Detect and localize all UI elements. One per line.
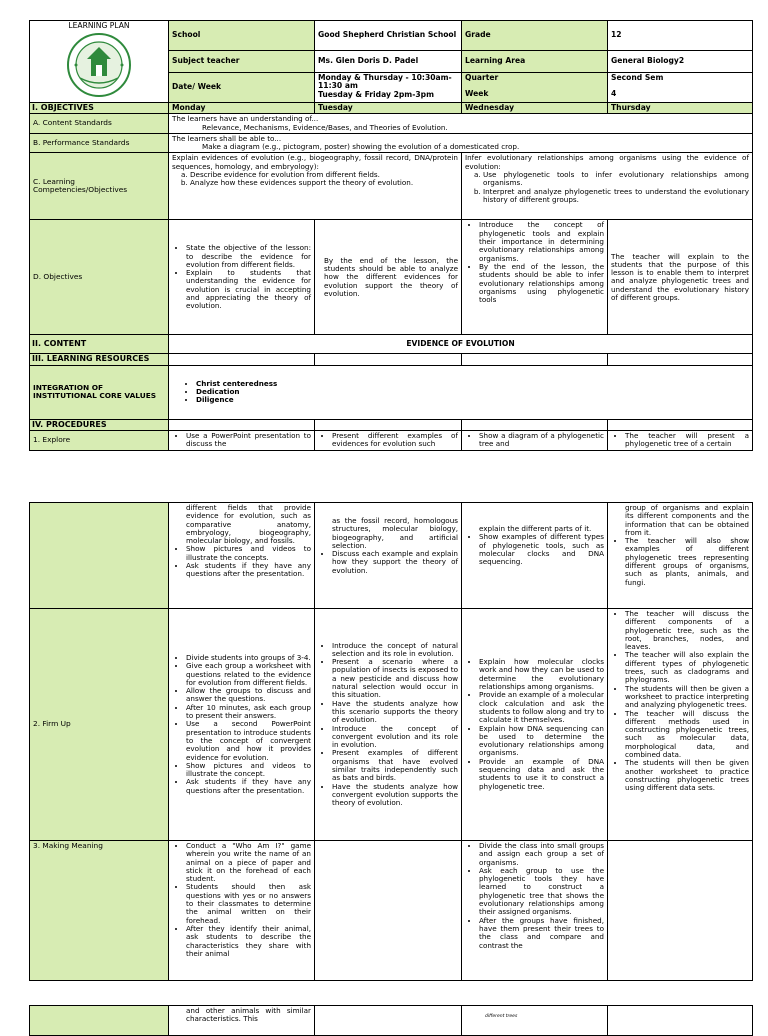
resources-section: III. LEARNING RESOURCES — [30, 354, 169, 365]
explore-wednesday-cont-text: explain the different parts of it. — [479, 524, 592, 533]
list-item: • The students will then be given a worksheet to practice interpreting and analyzing phylogenetic trees. — [625, 685, 749, 710]
list-item: • Discuss each example and explain how they support the theory of evolution. — [332, 550, 458, 575]
list-item: • Allow the groups to discuss and answer the questions. — [186, 687, 311, 704]
list-item: • Ask students if they have any questions after the presentation. — [186, 778, 311, 795]
procedures-section: IV. PROCEDURES — [30, 419, 169, 430]
competency-right-a: a. Use phylogenetic tools to infer evolutionary relationships among organisms. — [483, 171, 749, 188]
integration-label: INTEGRATION OF INSTITUTIONAL CORE VALUES — [30, 365, 169, 419]
list-item: • Use a second PowerPoint presentation to introduce students to the concept of convergent evolution and how it provides evidence for evolution. — [186, 720, 311, 761]
list-item: • Show pictures and videos to illustrate the concepts. — [186, 545, 311, 562]
list-item: • Explain how DNA sequencing can be used to determine the evolutionary relationships among organisms. — [479, 725, 604, 758]
list-item: • Present a scenario where a population of insects is exposed to a new pesticide and discuss how natural selection would occur in this situation. — [332, 658, 458, 699]
explore-thursday-cont-text: group of organisms and explain its different components and the information that can be obtained from it. — [625, 503, 749, 537]
grade-value: 12 — [608, 21, 753, 51]
explore-monday-cont — [169, 503, 315, 609]
list-item: • Explain how molecular clocks work and how they can be used to determine the evolutionary relationships among organisms. — [479, 658, 604, 691]
page-1 — [29, 20, 752, 451]
objectives-monday — [169, 220, 315, 335]
list-item: • Provide an example of a molecular clock calculation and ask the students to follow along and try to calculate it themselves. — [479, 691, 604, 724]
list-item: • Explain to students that understanding the evidence for evolution is crucial in accepting and appreciating the theory of evolution. — [186, 269, 311, 310]
list-item: • State the objective of the lesson: to describe the evidence for evolution from different fields. — [186, 244, 311, 269]
quarter-value: Second Sem — [611, 73, 664, 82]
meaning-wednesday-cont-text: different trees — [485, 1014, 518, 1019]
procedures-monday — [169, 419, 315, 430]
list-item: • The teacher will present a phylogenetic tree of a certain — [625, 432, 749, 449]
making-meaning-tuesday — [315, 841, 462, 981]
list-item: • By the end of the lesson, the students should be able to infer evolutionary relationships among organisms using phylogenetic tools — [479, 263, 604, 304]
date-line-2: Tuesday & Friday 2pm-3pm — [318, 89, 434, 99]
list-item: • Have the students analyze how convergent evolution supports the theory of evolution. — [332, 783, 458, 808]
performance-standards-line-2: Make a diagram (e.g., pictogram, poster) showing the evolution of a domesticated crop. — [202, 142, 520, 152]
grade-label: Grade — [462, 21, 608, 51]
list-item: • After 10 minutes, ask each group to present their answers. — [186, 704, 311, 721]
competencies-left — [169, 153, 462, 220]
list-item: • Students should then ask questions with yes or no answers to their classmates to determine the animal written on their forehead. — [186, 883, 311, 924]
value-diligence: • Diligence — [196, 396, 749, 404]
quarter-week-label — [462, 73, 608, 103]
explore-cont-label — [30, 503, 169, 609]
performance-standards-label: B. Performance Standards — [30, 133, 169, 153]
objectives-tuesday — [315, 220, 462, 335]
day-thursday: Thursday — [608, 103, 753, 114]
teacher-value: Ms. Glen Doris D. Padel — [315, 51, 462, 73]
firm-up-label: 2. Firm Up — [30, 609, 169, 841]
explore-thursday-start — [608, 431, 753, 451]
firm-up-thursday — [608, 609, 753, 841]
resources-tuesday — [315, 354, 462, 365]
plan-title: LEARNING PLAN — [68, 21, 130, 30]
list-item: • Conduct a "Who Am I?" game wherein you write the name of an animal on a piece of paper and stick it on the forehead of each student. — [186, 842, 311, 883]
list-item: • Have the students analyze how this scenario supports the theory of evolution. — [332, 700, 458, 725]
list-item: • Give each group a worksheet with questions related to the evidence for evolution from different fields. — [186, 662, 311, 687]
list-item: • Introduce the concept of natural selection and its role in evolution. — [332, 642, 458, 659]
page-2 — [29, 502, 752, 981]
competencies-right-intro: Infer evolutionary relationships among organisms using the evidence of evolution: — [465, 153, 749, 171]
explore-monday-start — [169, 431, 315, 451]
content-standards-label: A. Content Standards — [30, 114, 169, 134]
firm-up-wednesday — [462, 609, 608, 841]
list-item: • Divide students into groups of 3-4. — [186, 654, 311, 662]
competencies-right — [462, 153, 753, 220]
list-item: • Present examples of different organisms that have evolved similar traits independently such as bats and birds. — [332, 749, 458, 782]
meaning-wednesday-cont — [462, 1006, 608, 1036]
objectives-label: D. Objectives — [30, 220, 169, 335]
content-standards-line-2: Relevance, Mechanisms, Evidence/Bases, and Theories of Evolution. — [202, 122, 448, 132]
list-item: • After the groups have finished, have them present their trees to the class and compare and contrast the — [479, 917, 604, 950]
content-title: EVIDENCE OF EVOLUTION — [169, 335, 753, 354]
meaning-tuesday-cont — [315, 1006, 462, 1036]
school-seal-icon — [66, 32, 132, 98]
meaning-monday-cont-text: and other animals with similar characteristics. This — [186, 1006, 311, 1024]
teacher-label: Subject teacher — [169, 51, 315, 73]
learning-plan-table — [29, 20, 753, 451]
explore-label: 1. Explore — [30, 431, 169, 451]
day-tuesday: Tuesday — [315, 103, 462, 114]
list-item: • Divide the class into small groups and assign each group a set of organisms. — [479, 842, 604, 867]
making-meaning-wednesday — [462, 841, 608, 981]
day-monday: Monday — [169, 103, 315, 114]
explore-wednesday-cont — [462, 503, 608, 609]
procedures-wednesday — [462, 419, 608, 430]
objectives-section: I. OBJECTIVES — [30, 103, 169, 114]
firm-up-monday — [169, 609, 315, 841]
resources-monday — [169, 354, 315, 365]
date-label: Date/ Week — [169, 73, 315, 103]
list-item: • Show examples of different types of phylogenetic tools, such as molecular clocks and DNA sequencing. — [479, 533, 604, 566]
core-values — [169, 365, 753, 419]
school-label: School — [169, 21, 315, 51]
meaning-thursday-cont — [608, 1006, 753, 1036]
area-label: Learning Area — [462, 51, 608, 73]
making-meaning-label: 3. Making Meaning — [30, 841, 169, 981]
list-item: • Introduce the concept of phylogenetic tools and explain their importance in determining evolutionary relationships among organisms. — [479, 221, 604, 262]
procedures-thursday — [608, 419, 753, 430]
list-item: • The teacher will also explain the different types of phylogenetic trees, such as cladograms and phylograms. — [625, 651, 749, 684]
explore-wednesday-start — [462, 431, 608, 451]
day-wednesday: Wednesday — [462, 103, 608, 114]
making-meaning-monday — [169, 841, 315, 981]
explore-tuesday-cont-text: as the fossil record, homologous structures, molecular biology, biogeography, and artificial selection. — [332, 516, 458, 550]
list-item: • Introduce the concept of convergent evolution and its role in evolution. — [332, 725, 458, 750]
list-item: • After they identify their animal, ask students to describe the characteristics they share with their animal — [186, 925, 311, 958]
content-section: II. CONTENT — [30, 335, 169, 354]
competencies-left-intro: Explain evidences of evolution (e.g., biogeography, fossil record, DNA/protein sequences, homology, and embryology): — [172, 153, 458, 171]
making-meaning-thursday — [608, 841, 753, 981]
area-value: General Biology2 — [608, 51, 753, 73]
resources-wednesday — [462, 354, 608, 365]
value-dedication: • Dedication — [196, 388, 749, 396]
quarter-label: Quarter — [465, 73, 499, 82]
week-value: 4 — [611, 89, 617, 99]
competencies-label: C. Learning Competencies/Objectives — [30, 153, 169, 220]
value-christ-centeredness: • Christ centeredness — [196, 380, 749, 388]
explore-tuesday-cont — [315, 503, 462, 609]
list-item: • The teacher will also show examples of different phylogenetic trees representing different groups of organisms, such as plants, animals, and fungi. — [625, 537, 749, 587]
continuation-table — [29, 1005, 753, 1036]
meaning-monday-cont — [169, 1006, 315, 1036]
logo-cell — [30, 21, 169, 103]
list-item: • By the end of the lesson, the students should be able to analyze how the different evidences for evolution support the theory of evolution. — [324, 257, 458, 298]
school-value: Good Shepherd Christian School — [315, 21, 462, 51]
competency-a: a. Describe evidence for evolution from different fields. — [190, 171, 458, 179]
performance-standards-line-1: The learners shall be able to... — [172, 133, 282, 143]
firm-up-tuesday — [315, 609, 462, 841]
objectives-wednesday — [462, 220, 608, 335]
list-item: • Ask each group to use the phylogenetic tools they have learned to construct a phylogenetic tree that shows the evolutionary relationships among their assigned organisms. — [479, 867, 604, 917]
list-item: • Ask students if they have any questions after the presentation. — [186, 562, 311, 579]
procedures-tuesday — [315, 419, 462, 430]
explore-thursday-cont — [608, 503, 753, 609]
performance-standards — [169, 133, 753, 153]
quarter-week-value — [608, 73, 753, 103]
competency-b: b. Analyze how these evidences support the theory of evolution. — [190, 179, 458, 187]
explore-tuesday-start — [315, 431, 462, 451]
content-standards-line-1: The learners have an understanding of... — [172, 114, 319, 124]
meaning-cont-label — [30, 1006, 169, 1036]
list-item: • Use a PowerPoint presentation to discuss the — [186, 432, 311, 449]
explore-monday-cont-text: different fields that provide evidence for evolution, such as comparative anatomy, embryology, biogeography, molecular biology, and fossils. — [186, 503, 311, 546]
list-item: • Show a diagram of a phylogenetic tree and — [479, 432, 604, 449]
list-item: • The teacher will discuss the different components of a phylogenetic tree, such as the root, branches, nodes, and leaves. — [625, 610, 749, 651]
page-3 — [29, 1005, 752, 1036]
week-label: Week — [465, 89, 489, 99]
procedures-table — [29, 502, 753, 981]
list-item: • The teacher will discuss the different methods used in constructing phylogenetic trees, such as molecular data, morphological data, and combined data. — [625, 710, 749, 760]
date-value — [315, 73, 462, 103]
list-item: • The students will then be given another worksheet to practice constructing phylogenetic trees using different data sets. — [625, 759, 749, 792]
date-line-1: Monday & Thursday - 10:30am-11:30 am — [318, 73, 452, 91]
competency-right-b: b. Interpret and analyze phylogenetic trees to understand the evolutionary history of different groups. — [483, 188, 749, 205]
content-standards — [169, 114, 753, 134]
list-item: • Present different examples of evidences for evolution such — [332, 432, 458, 449]
list-item: • Provide an example of DNA sequencing data and ask the students to use it to construct a phylogenetic tree. — [479, 758, 604, 791]
resources-thursday — [608, 354, 753, 365]
list-item: • Show pictures and videos to illustrate the concept. — [186, 762, 311, 779]
objectives-thursday: The teacher will explain to the students that the purpose of this lesson is to enable them to interpret and analyze phylogenetic trees and understand the evolutionary history of different groups. — [608, 220, 753, 335]
